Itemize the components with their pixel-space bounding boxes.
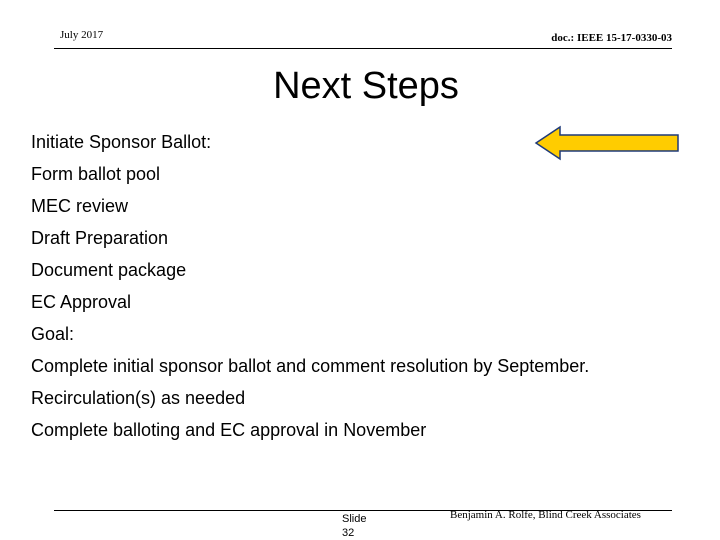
footer-slide-number — [342, 512, 366, 540]
bullet-item: Recirculation(s) as needed — [31, 388, 246, 408]
footer-slide-value: 32 — [342, 527, 355, 539]
header-doc-id: doc.: IEEE 15-17-0330-03 — [551, 32, 672, 44]
bullet-item: Document package — [31, 260, 187, 280]
bullet-item: Draft Preparation — [31, 228, 169, 248]
footer-slide-label: Slide — [342, 513, 367, 525]
footer-author: Benjamin A. Rolfe, Blind Creek Associates — [450, 509, 641, 521]
bullet-item: Goal: — [31, 324, 75, 344]
header-date: July 2017 — [60, 29, 104, 41]
bullet-item: EC Approval — [31, 292, 132, 312]
bullet-item: Complete balloting and EC approval in November — [31, 420, 427, 440]
slide-title: Next Steps — [273, 65, 459, 107]
bullet-item: Form ballot pool — [31, 164, 161, 184]
bullet-item: MEC review — [31, 196, 129, 216]
bullet-item: Initiate Sponsor Ballot: — [31, 132, 212, 152]
bullet-item: Complete initial sponsor ballot and comment resolution by September. — [31, 356, 590, 376]
bullet-list — [31, 126, 589, 446]
header-rule — [54, 48, 672, 49]
